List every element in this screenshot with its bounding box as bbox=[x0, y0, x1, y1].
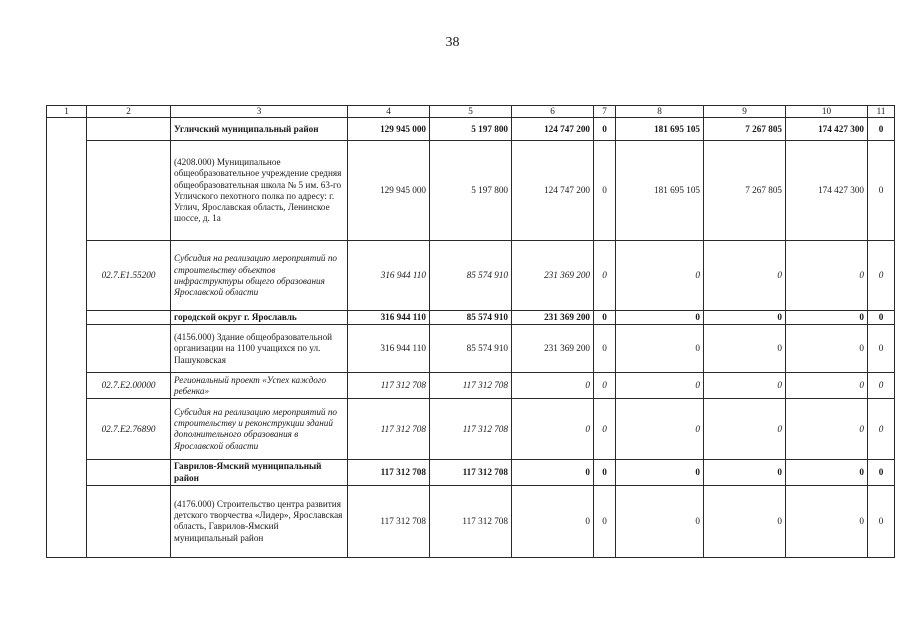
amount-col6-cell: 0 bbox=[512, 460, 594, 485]
amount-col11-cell: 0 bbox=[868, 485, 895, 557]
item-name-cell: Субсидия на реализацию мероприятий по строительству объектов инфраструктуры общего образования Ярославской области bbox=[171, 241, 348, 311]
amount-col5-cell: 117 312 708 bbox=[430, 485, 512, 557]
item-name-cell: Региональный проект «Успех каждого ребенка» bbox=[171, 373, 348, 399]
amount-col7-cell: 0 bbox=[594, 325, 616, 373]
program-code-cell bbox=[87, 141, 171, 241]
table-row bbox=[47, 311, 895, 325]
amount-col7-cell: 0 bbox=[594, 311, 616, 325]
column-header: 1 bbox=[47, 106, 87, 118]
amount-col8-cell: 0 bbox=[616, 485, 704, 557]
column-header: 8 bbox=[616, 106, 704, 118]
item-name-cell: городской округ г. Ярославль bbox=[171, 311, 348, 325]
item-name-cell: Субсидия на реализацию мероприятий по строительству и реконструкции зданий дополнительного образования в Ярославской области bbox=[171, 399, 348, 460]
program-code-cell: 02.7.E2.00000 bbox=[87, 373, 171, 399]
amount-col4-cell: 117 312 708 bbox=[348, 399, 430, 460]
amount-col6-cell: 231 369 200 bbox=[512, 311, 594, 325]
amount-col8-cell: 0 bbox=[616, 460, 704, 485]
amount-col4-cell: 117 312 708 bbox=[348, 373, 430, 399]
amount-col6-cell: 0 bbox=[512, 373, 594, 399]
item-name-cell: (4208.000) Муниципальное общеобразовательное учреждение средняя общеобразовательная школа № 5 им. 63-го Угличского пехотного полка по адресу: г. Углич, Ярославская область, Ленинское шоссе, д. 1а bbox=[171, 141, 348, 241]
amount-col11-cell: 0 bbox=[868, 141, 895, 241]
program-code-cell bbox=[87, 460, 171, 485]
column-header: 2 bbox=[87, 106, 171, 118]
column-number-row bbox=[47, 106, 895, 118]
amount-col5-cell: 85 574 910 bbox=[430, 241, 512, 311]
table-row bbox=[47, 373, 895, 399]
amount-col11-cell: 0 bbox=[868, 460, 895, 485]
amount-col11-cell: 0 bbox=[868, 241, 895, 311]
amount-col8-cell: 0 bbox=[616, 373, 704, 399]
amount-col10-cell: 0 bbox=[786, 241, 868, 311]
program-code-cell: 02.7.E1.55200 bbox=[87, 241, 171, 311]
column-header: 7 bbox=[594, 106, 616, 118]
amount-col9-cell: 7 267 805 bbox=[704, 141, 786, 241]
amount-col7-cell: 0 bbox=[594, 373, 616, 399]
amount-col9-cell: 0 bbox=[704, 399, 786, 460]
item-name-cell: Угличский муниципальный район bbox=[171, 118, 348, 141]
amount-col7-cell: 0 bbox=[594, 241, 616, 311]
amount-col4-cell: 316 944 110 bbox=[348, 241, 430, 311]
amount-col8-cell: 0 bbox=[616, 399, 704, 460]
column-1-cell bbox=[47, 118, 87, 558]
amount-col5-cell: 5 197 800 bbox=[430, 118, 512, 141]
amount-col4-cell: 316 944 110 bbox=[348, 311, 430, 325]
table-row bbox=[47, 241, 895, 311]
column-header: 10 bbox=[786, 106, 868, 118]
amount-col5-cell: 117 312 708 bbox=[430, 373, 512, 399]
table-row bbox=[47, 325, 895, 373]
table-row bbox=[47, 118, 895, 141]
amount-col9-cell: 0 bbox=[704, 241, 786, 311]
column-header: 5 bbox=[430, 106, 512, 118]
program-code-cell bbox=[87, 325, 171, 373]
budget-table bbox=[46, 105, 895, 558]
amount-col8-cell: 181 695 105 bbox=[616, 141, 704, 241]
amount-col10-cell: 174 427 300 bbox=[786, 118, 868, 141]
column-header: 6 bbox=[512, 106, 594, 118]
amount-col7-cell: 0 bbox=[594, 141, 616, 241]
table-row bbox=[47, 460, 895, 485]
amount-col4-cell: 117 312 708 bbox=[348, 485, 430, 557]
amount-col5-cell: 117 312 708 bbox=[430, 460, 512, 485]
amount-col7-cell: 0 bbox=[594, 399, 616, 460]
amount-col10-cell: 0 bbox=[786, 373, 868, 399]
amount-col9-cell: 0 bbox=[704, 373, 786, 399]
amount-col10-cell: 0 bbox=[786, 399, 868, 460]
column-header: 9 bbox=[704, 106, 786, 118]
item-name-cell: Гаврилов-Ямский муниципальный район bbox=[171, 460, 348, 485]
amount-col11-cell: 0 bbox=[868, 118, 895, 141]
amount-col10-cell: 0 bbox=[786, 460, 868, 485]
amount-col8-cell: 0 bbox=[616, 311, 704, 325]
amount-col9-cell: 0 bbox=[704, 460, 786, 485]
column-header: 4 bbox=[348, 106, 430, 118]
amount-col6-cell: 231 369 200 bbox=[512, 325, 594, 373]
table-row bbox=[47, 141, 895, 241]
program-code-cell: 02.7.E2.76890 bbox=[87, 399, 171, 460]
amount-col10-cell: 174 427 300 bbox=[786, 141, 868, 241]
amount-col11-cell: 0 bbox=[868, 399, 895, 460]
amount-col5-cell: 117 312 708 bbox=[430, 399, 512, 460]
program-code-cell bbox=[87, 118, 171, 141]
program-code-cell bbox=[87, 485, 171, 557]
amount-col5-cell: 85 574 910 bbox=[430, 325, 512, 373]
amount-col6-cell: 0 bbox=[512, 399, 594, 460]
amount-col6-cell: 124 747 200 bbox=[512, 118, 594, 141]
amount-col10-cell: 0 bbox=[786, 311, 868, 325]
amount-col10-cell: 0 bbox=[786, 325, 868, 373]
item-name-cell: (4156.000) Здание общеобразовательной организации на 1100 учащихся по ул. Пашуковская bbox=[171, 325, 348, 373]
amount-col7-cell: 0 bbox=[594, 118, 616, 141]
amount-col10-cell: 0 bbox=[786, 485, 868, 557]
table-body bbox=[47, 118, 895, 558]
amount-col4-cell: 129 945 000 bbox=[348, 141, 430, 241]
amount-col6-cell: 231 369 200 bbox=[512, 241, 594, 311]
amount-col7-cell: 0 bbox=[594, 460, 616, 485]
amount-col11-cell: 0 bbox=[868, 373, 895, 399]
amount-col11-cell: 0 bbox=[868, 311, 895, 325]
amount-col9-cell: 7 267 805 bbox=[704, 118, 786, 141]
table-row bbox=[47, 399, 895, 460]
amount-col8-cell: 181 695 105 bbox=[616, 118, 704, 141]
amount-col7-cell: 0 bbox=[594, 485, 616, 557]
amount-col9-cell: 0 bbox=[704, 311, 786, 325]
program-code-cell bbox=[87, 311, 171, 325]
amount-col4-cell: 129 945 000 bbox=[348, 118, 430, 141]
amount-col6-cell: 124 747 200 bbox=[512, 141, 594, 241]
column-header: 11 bbox=[868, 106, 895, 118]
page-number: 38 bbox=[445, 35, 460, 50]
amount-col5-cell: 85 574 910 bbox=[430, 311, 512, 325]
column-header: 3 bbox=[171, 106, 348, 118]
amount-col4-cell: 117 312 708 bbox=[348, 460, 430, 485]
table-row bbox=[47, 485, 895, 557]
amount-col6-cell: 0 bbox=[512, 485, 594, 557]
amount-col9-cell: 0 bbox=[704, 325, 786, 373]
amount-col4-cell: 316 944 110 bbox=[348, 325, 430, 373]
amount-col8-cell: 0 bbox=[616, 325, 704, 373]
amount-col8-cell: 0 bbox=[616, 241, 704, 311]
amount-col9-cell: 0 bbox=[704, 485, 786, 557]
amount-col5-cell: 5 197 800 bbox=[430, 141, 512, 241]
amount-col11-cell: 0 bbox=[868, 325, 895, 373]
item-name-cell: (4176.000) Строительство центра развития детского творчества «Лидер», Ярославская область, Гаврилов-Ямский муниципальный район bbox=[171, 485, 348, 557]
